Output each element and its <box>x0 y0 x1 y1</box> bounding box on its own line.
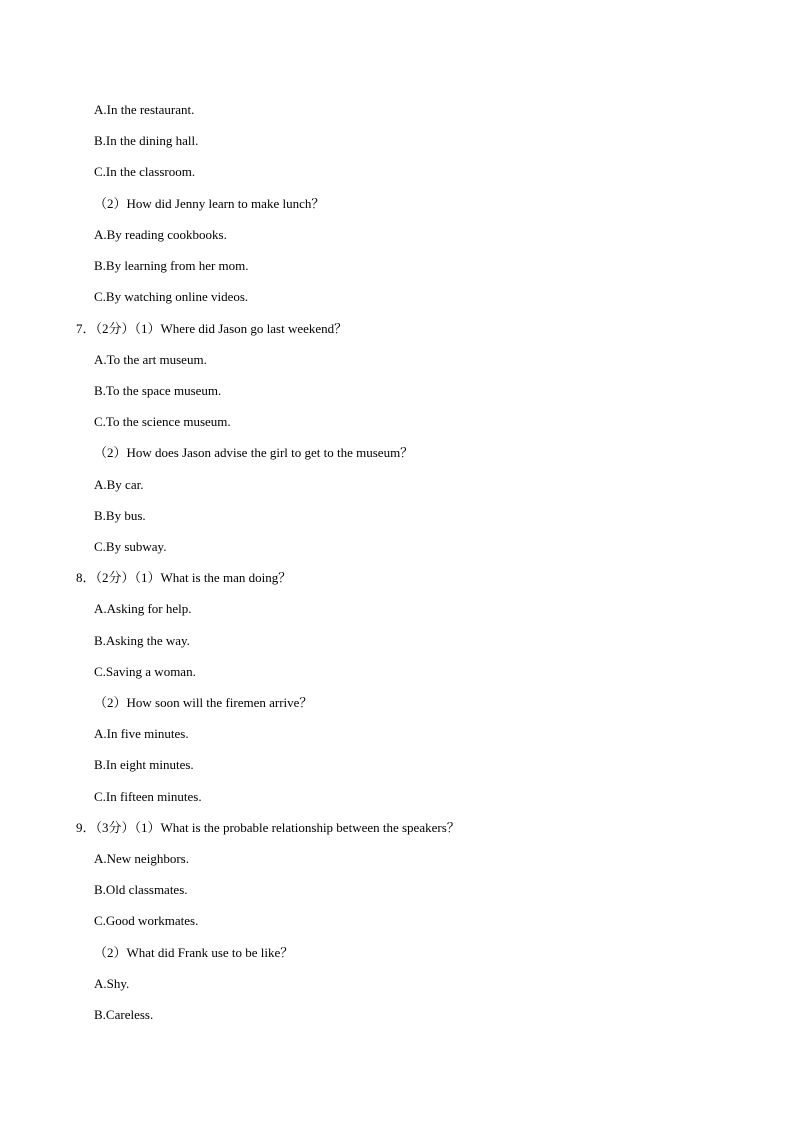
option-a: A.In the restaurant. <box>94 102 195 117</box>
option-a: A.New neighbors. <box>94 851 189 866</box>
option-c: C.By subway. <box>94 539 167 554</box>
option-a: A.By car. <box>94 477 144 492</box>
option-a: A.By reading cookbooks. <box>94 227 227 242</box>
option-b: B.In eight minutes. <box>94 757 194 772</box>
option-b: B.To the space museum. <box>94 383 222 398</box>
option-b: B.By learning from her mom. <box>94 258 249 273</box>
option-b: B.In the dining hall. <box>94 133 199 148</box>
option-c: C.In the classroom. <box>94 164 196 179</box>
sub-question: （2）What did Frank use to be like？ <box>94 945 294 960</box>
sub-question: （2）How did Jenny learn to make lunch？ <box>94 196 325 211</box>
question-9-header: 9．（3分）（1）What is the probable relationship between the speakers？ <box>76 820 460 835</box>
question-7-header: 7．（2分）（1）Where did Jason go last weekend？ <box>76 321 348 336</box>
option-a: A.In five minutes. <box>94 726 189 741</box>
option-c: C.Good workmates. <box>94 913 199 928</box>
option-c: C.To the science museum. <box>94 414 231 429</box>
sub-question: （2）How does Jason advise the girl to get to the museum？ <box>94 445 414 460</box>
question-8-header: 8．（2分）（1）What is the man doing？ <box>76 570 292 585</box>
option-c: C.In fifteen minutes. <box>94 789 202 804</box>
option-a: A.Asking for help. <box>94 601 192 616</box>
option-b: B.By bus. <box>94 508 146 523</box>
option-a: A.Shy. <box>94 976 130 991</box>
option-c: C.Saving a woman. <box>94 664 196 679</box>
option-b: B.Old classmates. <box>94 882 188 897</box>
option-b: B.Careless. <box>94 1007 154 1022</box>
option-b: B.Asking the way. <box>94 633 190 648</box>
option-a: A.To the art museum. <box>94 352 207 367</box>
sub-question: （2）How soon will the firemen arrive？ <box>94 695 313 710</box>
option-c: C.By watching online videos. <box>94 289 249 304</box>
